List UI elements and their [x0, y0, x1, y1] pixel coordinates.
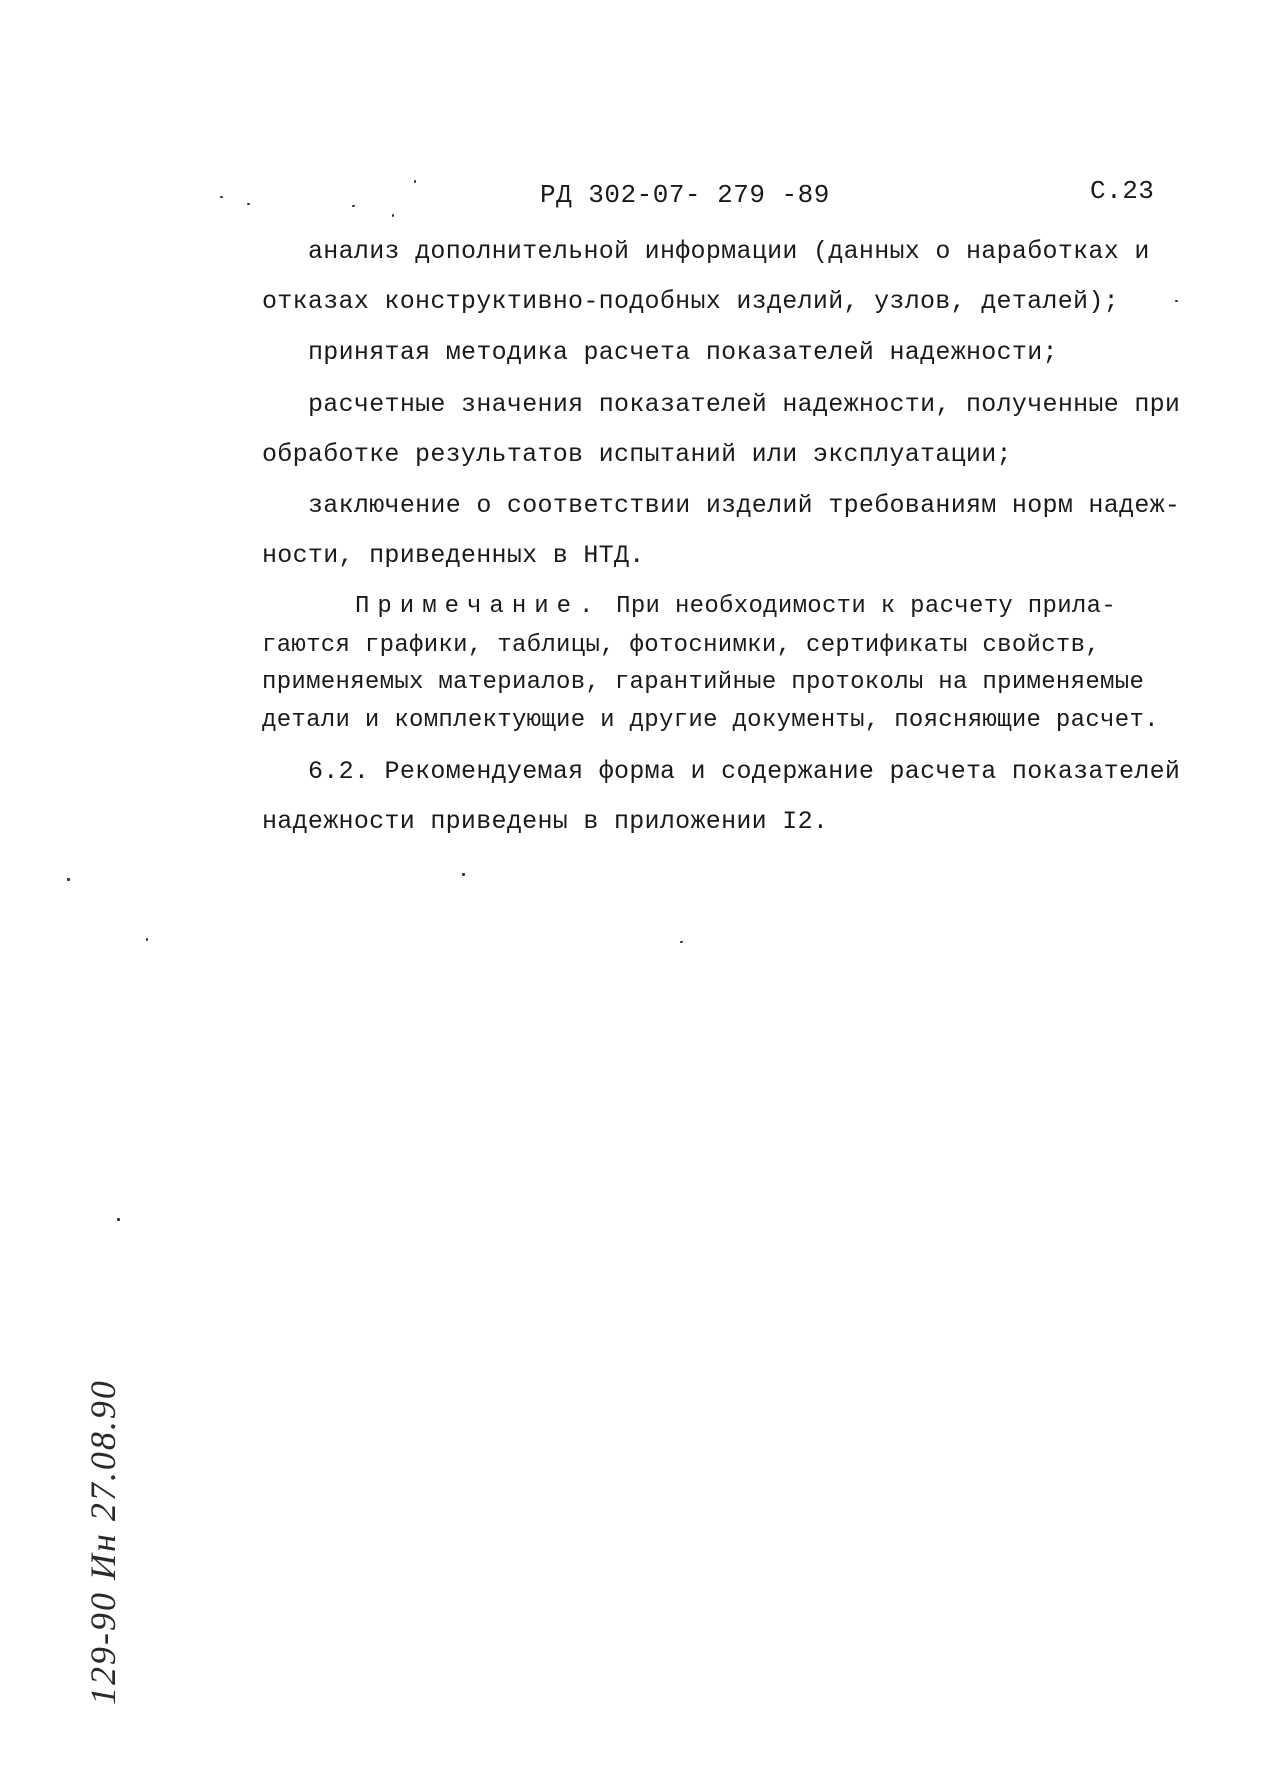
scan-speck — [67, 878, 70, 881]
scan-speck — [414, 180, 416, 183]
text-line: анализ дополнительной информации (данных о наработках и — [308, 237, 1150, 266]
note-line: применяемых материалов, гарантийные протоколы на применяемые — [262, 669, 1145, 696]
text-line: принятая методика расчета показателей надежности; — [308, 338, 1058, 367]
scan-speck — [247, 203, 250, 205]
section-line: надежности приведены в приложении I2. — [262, 807, 829, 836]
text-line: обработке результатов испытаний или эксплуатации; — [262, 440, 1012, 469]
document-code: РД 302-07- 279 -89 — [540, 180, 830, 210]
text-line: отказах конструктивно-подобных изделий, узлов, деталей); — [262, 287, 1119, 316]
note-line: При необходимости к расчету прила- — [616, 593, 1117, 620]
scan-speck — [1175, 300, 1178, 302]
note-label: Примечание. — [355, 593, 602, 620]
scan-speck — [146, 938, 148, 941]
scan-speck — [680, 941, 683, 943]
page-number: С.23 — [1090, 176, 1155, 206]
section-line: 6.2. Рекомендуемая форма и содержание расчета показателей — [308, 757, 1181, 786]
scan-speck — [462, 873, 465, 876]
note-line: гаются графики, таблицы, фотоснимки, сертификаты свойств, — [262, 632, 1101, 659]
text-line: заключение о соответствии изделий требованиям норм надеж- — [308, 491, 1181, 520]
scan-speck — [392, 214, 394, 217]
text-line: ности, приведенных в НТД. — [262, 541, 645, 570]
text-line: расчетные значения показателей надежности, полученные при — [308, 390, 1181, 419]
scan-speck — [352, 205, 355, 207]
handwritten-margin-note: 129-90 Ин 27.08.90 — [83, 1379, 123, 1705]
note-line: детали и комплектующие и другие документы, поясняющие расчет. — [262, 707, 1159, 734]
note-paragraph — [355, 592, 1116, 622]
scan-speck — [220, 196, 223, 198]
scan-speck — [117, 1218, 120, 1221]
